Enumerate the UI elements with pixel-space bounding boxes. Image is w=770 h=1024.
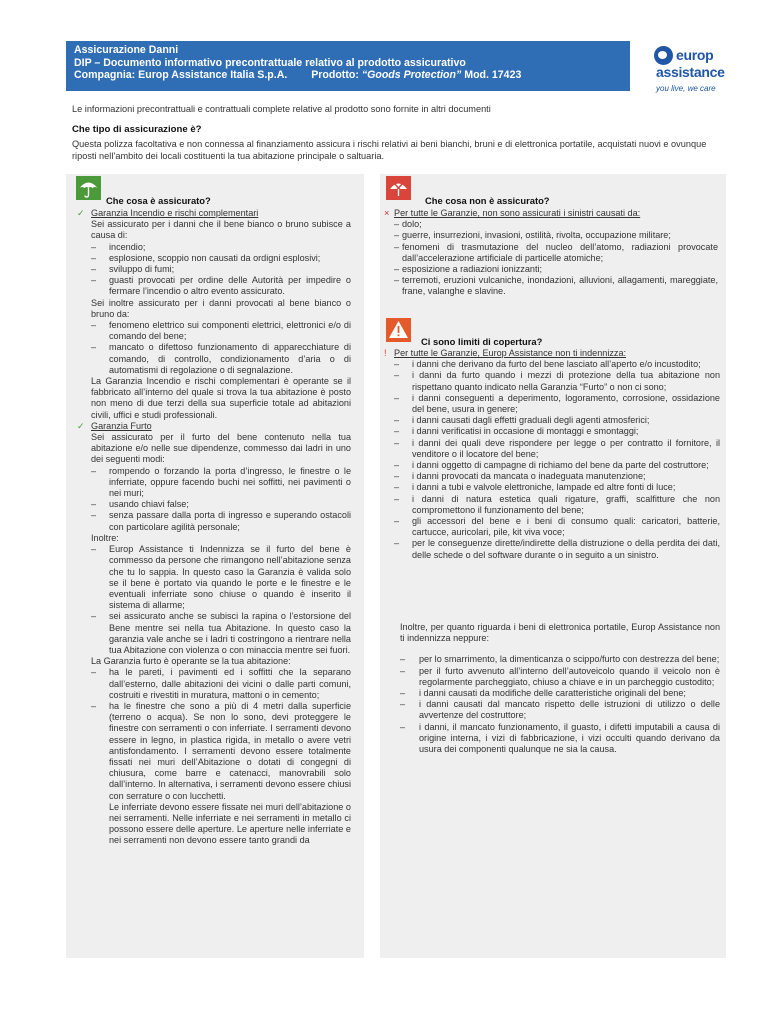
document-header bbox=[66, 41, 630, 91]
header-line-2: DIP – Documento informativo precontrattuale relativo al prodotto assicurativo bbox=[74, 56, 466, 69]
theft-extra-list bbox=[91, 544, 351, 656]
list-item: – fenomeni di trasmutazione del nucleo dell’atomo, radiazioni provocate dall’accelerazione artificiale di particelle atomiche; bbox=[394, 242, 718, 264]
list-item: – i danni causati da modifiche delle caratteristiche originali del bene; bbox=[400, 688, 720, 699]
limits-title: Ci sono limiti di copertura? bbox=[421, 336, 543, 347]
list-item: – i danni causati dal mancato rispetto delle istruzioni di utilizzo o delle avvertenze del costruttore; bbox=[400, 699, 720, 721]
list-item: – incendio; bbox=[91, 242, 351, 253]
list-item: – sei assicurato anche se subisci la rapina o l’estorsione del Bene mentre sei nella tua Abitazione. In questo caso la garanzia vale anche se i ladri ti costringono a rientrare nella tua Abitazione con violenza o con minaccia mentre sei fuori. bbox=[91, 611, 351, 656]
header-product-name: “Goods Protection” bbox=[361, 69, 462, 81]
list-item: – i danni a tubi e valvole elettroniche, lampade ed altre fonti di luce; bbox=[394, 482, 720, 493]
header-line-3 bbox=[66, 69, 630, 82]
logo-tagline: you live, we care bbox=[656, 84, 716, 93]
theft-guarantee-tail: Le inferriate devono essere fissate nei muri dell’abitazione o nei serramenti. Nelle inferriate e nei serramenti in metallo ci possono essere delle aperture. Le aperture nelle inferriate e nei serramenti non devono essere tanto grandi da bbox=[109, 801, 351, 846]
list-item: – i danni, il mancato funzionamento, il guasto, i difetti imputabili a causa di origine interna, i vizi di fabbricazione, i vizi occulti quando derivano da usura dei componenti qualunque ne sia la causa. bbox=[400, 722, 720, 756]
limits-content bbox=[384, 348, 720, 561]
header-company: Compagnia: Europ Assistance Italia S.p.A. bbox=[74, 69, 288, 81]
broken-umbrella-icon bbox=[386, 176, 411, 200]
theft-guarantee-also: Inoltre: bbox=[91, 532, 119, 543]
insurance-type-body: Questa polizza facoltativa e non connessa al finanziamento assicura i rischi relativi ai beni bianchi, bruni e di elettronica portatile, acquistati nuovi e ovunque riposti nell’ambito dei locali costituenti la tua abitazione principale o saltuaria. bbox=[72, 139, 707, 161]
electronics-limits-list bbox=[400, 654, 720, 755]
not-insured-heading: Per tutte le Garanzie, non sono assicurati i sinistri causati da: bbox=[394, 208, 641, 218]
logo-globe-hole bbox=[658, 51, 667, 59]
list-item: – per il furto avvenuto all’interno dell’autoveicolo quando il veicolo non è regolarmente parcheggiato, chiuso a chiave e in un parcheggio custodito; bbox=[400, 666, 720, 688]
insurance-type-title: Che tipo di assicurazione è? bbox=[72, 124, 202, 135]
header-line-1: Assicurazione Danni bbox=[74, 44, 179, 56]
list-item: – usando chiavi false; bbox=[91, 499, 351, 510]
theft-modes-list bbox=[91, 466, 351, 533]
list-item: – i danni di natura estetica quali rigature, graffi, scalfitture che non compromettono il funzionamento del bene; bbox=[394, 494, 720, 516]
fire-risks-list bbox=[91, 242, 351, 298]
header-product-label: Prodotto: bbox=[311, 69, 359, 81]
fire-guarantee-intro: Sei assicurato per i danni che il bene bianco o bruno subisce a causa di: bbox=[91, 219, 351, 241]
cross-icon: × bbox=[384, 208, 390, 218]
list-item: – gli accessori del bene e i beni di consumo quali: caricatori, batterie, cartucce, auricolari, pile, kit viva voce; bbox=[394, 516, 720, 538]
list-item: – ha le pareti, i pavimenti ed i soffitti che la separano dall’esterno, dalle abitazioni dei vicini o dalle parti comuni, costruiti e rivestiti in muratura, mattoni o in cemento; bbox=[91, 667, 351, 701]
intro-text: Le informazioni precontrattuali e contrattuali complete relative al prodotto sono fornite in altri documenti bbox=[72, 104, 491, 114]
list-item: – i danni verificatisi in occasione di montaggi e smontaggi; bbox=[394, 426, 720, 437]
electronics-limits-content bbox=[400, 622, 720, 755]
europ-assistance-logo bbox=[648, 43, 723, 99]
list-item: – Europ Assistance ti Indennizza se il furto del bene è commesso da persone che rimangono nell’abitazione senza che tu lo sappia. In questo caso la Garanzia è valida solo se il bene è portato via quando le porte e le finestre e le eventuali inferriate sono chiuse o quando è inserito il sistema di allarme; bbox=[91, 544, 351, 611]
warning-icon bbox=[386, 318, 411, 342]
not-insured-title: Che cosa non è assicurato? bbox=[425, 195, 550, 206]
check-icon: ✓ bbox=[77, 208, 85, 218]
theft-conditions-list bbox=[91, 667, 351, 801]
list-item: – i danni da furto quando i mezzi di protezione della tua abitazione non rispettano quanto indicato nella Garanzia “Furto” o non ci sono; bbox=[394, 370, 720, 392]
list-item: – fenomeno elettrico sui componenti elettrici, elettronici e/o di comando del bene; bbox=[91, 320, 351, 342]
theft-guarantee-heading: Garanzia Furto bbox=[91, 420, 152, 431]
fire-risks-list-2 bbox=[91, 320, 351, 376]
list-item: – esposizione a radiazioni ionizzanti; bbox=[394, 264, 718, 275]
list-item: – terremoti, eruzioni vulcaniche, inondazioni, alluvioni, allagamenti, mareggiate, frane, valanghe e slavine. bbox=[394, 275, 718, 297]
exclusions-list bbox=[394, 219, 718, 297]
list-item: – i danni dei quali deve rispondere per legge o per contratto il fornitore, il venditore o il locatore del bene; bbox=[394, 438, 720, 460]
list-item: – i danni che derivano da furto del bene lasciato all’aperto e/o incustodito; bbox=[394, 359, 720, 370]
list-item: – ha le finestre che sono a più di 4 metri dalla superficie (terreno o acqua). Se non lo sono, devi proteggere le finestre con serramenti o con inferriate. I serramenti devono essere in legno, in plastica rigida, in metallo o avere vetri antisfondamento. I serramenti devono essere totalmente fissati nei muri dell’Abitazione o dotati di congegni di chiusura, come barre e catenacci, manovrabili solo dall’interno. In alternativa, i serramenti devono essere chiusi con serrature o con lucchetti. bbox=[91, 701, 351, 802]
insured-content bbox=[77, 208, 351, 847]
limits-heading: Per tutte le Garanzie, Europ Assistance non ti indennizza: bbox=[394, 348, 627, 358]
list-item: – guasti provocati per ordine delle Autorità per impedire o fermare l’incendio o altro evento assicurato. bbox=[91, 275, 351, 297]
fire-guarantee-also: Sei inoltre assicurato per i danni provocati al bene bianco o bruno da: bbox=[91, 297, 351, 319]
fire-guarantee-scope: La Garanzia Incendio e rischi complementari è operante se il fabbricato all’interno del quale si trova la tua abitazione è posto non meno di due terzi della sua superficie totale ad abitazioni civili, uffici e studi professionali. bbox=[91, 376, 351, 420]
limits-list bbox=[394, 359, 720, 561]
theft-guarantee-scope: La Garanzia furto è operante se la tua abitazione: bbox=[91, 656, 291, 667]
header-model: Mod. 17423 bbox=[464, 69, 522, 81]
list-item: – guerre, insurrezioni, invasioni, ostilità, rivolta, occupazione militare; bbox=[394, 230, 718, 241]
list-item: – i danni conseguenti a deperimento, logoramento, corrosione, ossidazione del bene, usura in genere; bbox=[394, 393, 720, 415]
list-item: – esplosione, scoppio non causati da ordigni esplosivi; bbox=[91, 253, 351, 264]
list-item: – per lo smarrimento, la dimenticanza o scippo/furto con destrezza del bene; bbox=[400, 654, 720, 665]
list-item: – i danni provocati da mancata o inadeguata manutenzione; bbox=[394, 471, 720, 482]
logo-word-assistance: assistance bbox=[656, 64, 725, 80]
list-item: – per le conseguenze dirette/indirette della distruzione o della perdita dei dati, delle schede o del software durante o in seguito a un sinistro. bbox=[394, 538, 720, 560]
theft-guarantee-intro: Sei assicurato per il furto del bene contenuto nella tua abitazione e/o nelle sue dipendenze, commesso dai ladri in uno dei seguenti modi: bbox=[91, 432, 351, 465]
logo-word-europ: europ bbox=[676, 47, 714, 63]
list-item: – mancato o difettoso funzionamento di apparecchiature di comando, di controllo, condizionamento d’aria o di automatismi di regolazione o di segnalazione. bbox=[91, 342, 351, 376]
list-item: – i danni oggetto di campagne di richiamo del bene da parte del costruttore; bbox=[394, 460, 720, 471]
insured-title: Che cosa è assicurato? bbox=[106, 195, 211, 206]
electronics-limits-intro: Inoltre, per quanto riguarda i beni di elettronica portatile, Europ Assistance non ti indennizza neppure: bbox=[400, 622, 720, 644]
list-item: – i danni causati dagli effetti graduali degli agenti atmosferici; bbox=[394, 415, 720, 426]
fire-guarantee-heading: Garanzia Incendio e rischi complementari bbox=[91, 208, 259, 218]
list-item: – sviluppo di fumi; bbox=[91, 264, 351, 275]
umbrella-icon bbox=[76, 176, 101, 200]
list-item: – senza passare dalla porta di ingresso e superando ostacoli con particolare agilità personale; bbox=[91, 510, 351, 532]
check-icon: ✓ bbox=[77, 420, 85, 431]
list-item: – dolo; bbox=[394, 219, 718, 230]
list-item: – rompendo o forzando la porta d’ingresso, le finestre o le inferriate, oppure facendo buchi nei soffitti, nei pavimenti o nei muri; bbox=[91, 466, 351, 500]
limit-marker-icon: ! bbox=[384, 348, 387, 358]
not-insured-content bbox=[384, 208, 718, 298]
